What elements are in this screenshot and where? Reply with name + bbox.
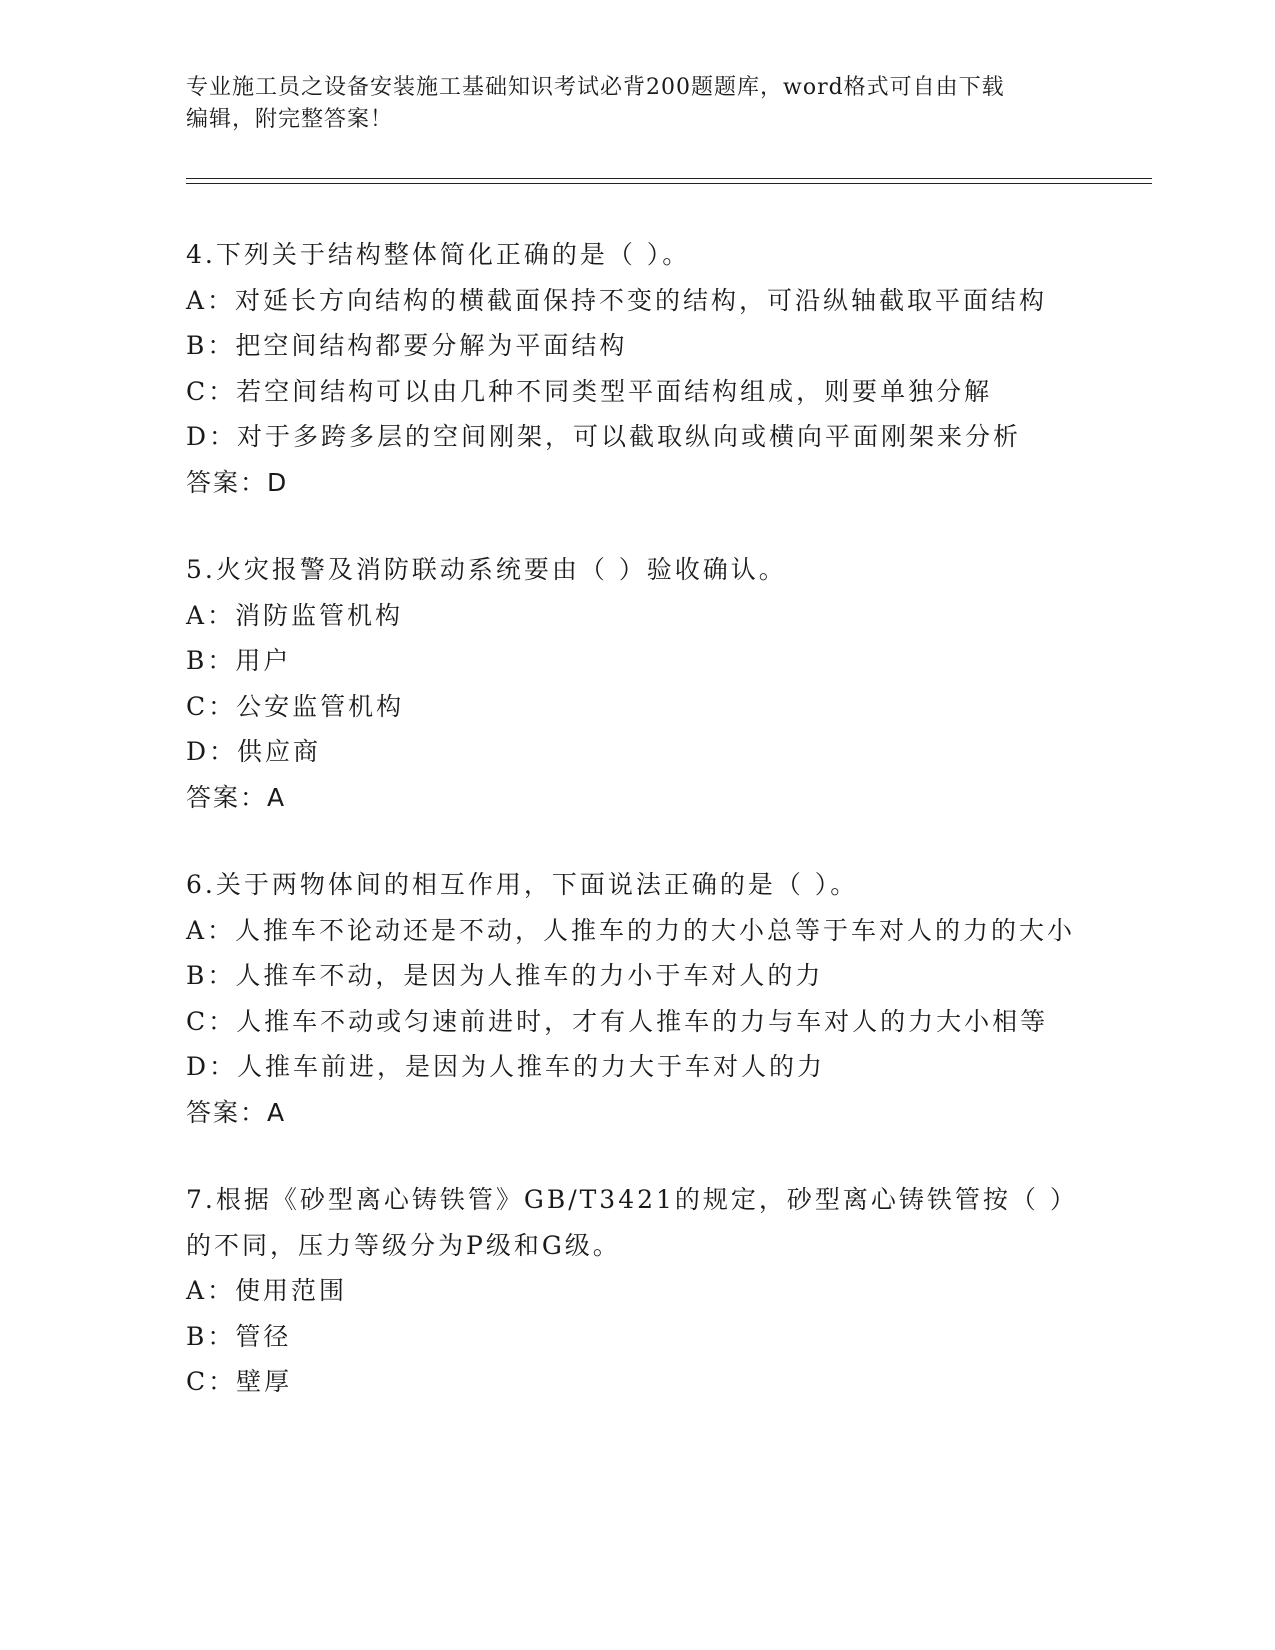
option-a: A：使用范围 <box>186 1276 348 1305</box>
question-7 <box>186 1177 1086 1405</box>
option-c: C：若空间结构可以由几种不同类型平面结构组成，则要单独分解 <box>186 376 993 406</box>
option-b: B：人推车不动，是因为人推车的力小于车对人的力 <box>186 961 824 990</box>
header-line-1: 专业施工员之设备安装施工基础知识考试必背200题题库，word格式可自由下载 <box>186 75 1005 100</box>
question-stem: 5.火灾报警及消防联动系统要由（ ）验收确认。 <box>186 555 787 584</box>
question-stem: 7.根据《砂型离心铸铁管》GB/T3421的规定，砂型离心铸铁管按（ ）的不同，压力等级分为P级和G级。 <box>186 1185 1078 1260</box>
header-line-2: 编辑，附完整答案！ <box>186 107 394 132</box>
option-c: C：壁厚 <box>186 1367 293 1396</box>
answer-label: 答案：D <box>186 467 289 497</box>
document-header <box>186 72 1066 136</box>
header-divider-top <box>186 178 1152 179</box>
answer-label: 答案：A <box>186 1097 287 1127</box>
question-5 <box>186 547 1086 820</box>
header-divider-bottom <box>186 183 1152 184</box>
option-d: D：人推车前进，是因为人推车的力大于车对人的力 <box>186 1052 826 1081</box>
option-a: A：对延长方向结构的横截面保持不变的结构，可沿纵轴截取平面结构 <box>186 285 1048 315</box>
question-stem: 4.下列关于结构整体简化正确的是（ ）。 <box>186 240 691 269</box>
answer-label: 答案：A <box>186 782 287 812</box>
option-d: D：对于多跨多层的空间刚架，可以截取纵向或横向平面刚架来分析 <box>186 422 1022 451</box>
question-stem: 6.关于两物体间的相互作用，下面说法正确的是（ ）。 <box>186 870 859 899</box>
option-a: A：人推车不论动还是不动，人推车的力的大小总等于车对人的力的大小 <box>186 915 1076 945</box>
option-a: A：消防监管机构 <box>186 600 404 630</box>
option-b: B：管径 <box>186 1321 292 1351</box>
option-b: B：把空间结构都要分解为平面结构 <box>186 331 628 360</box>
option-d: D：供应商 <box>186 737 322 766</box>
question-list <box>186 232 1086 1447</box>
question-4 <box>186 232 1086 505</box>
option-c: C：公安监管机构 <box>186 691 405 721</box>
option-b: B：用户 <box>186 646 292 675</box>
option-c: C：人推车不动或匀速前进时，才有人推车的力与车对人的力大小相等 <box>186 1006 1049 1036</box>
question-6 <box>186 862 1086 1135</box>
